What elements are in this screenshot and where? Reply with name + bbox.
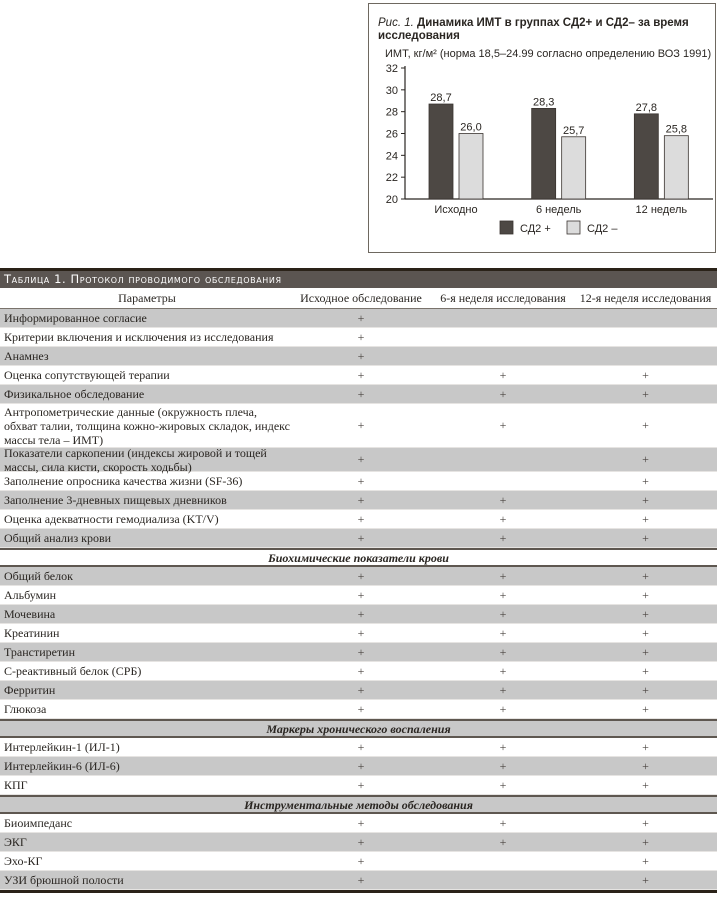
- parameter-label: Биоимпеданс: [4, 815, 73, 830]
- parameter-label: Интерлейкин-6 (ИЛ-6): [4, 758, 120, 773]
- week-6-mark: +: [499, 834, 507, 849]
- baseline-mark: +: [357, 511, 365, 526]
- table-row: [0, 643, 717, 662]
- week-6-mark: +: [499, 701, 507, 716]
- week-12-mark: +: [642, 530, 649, 545]
- week-6-mark: +: [499, 386, 507, 401]
- week-12-mark: +: [642, 452, 649, 466]
- baseline-mark: +: [357, 530, 365, 545]
- parameter-label: Критерии включения и исключения из исследования: [4, 329, 274, 344]
- week-12-mark: +: [642, 682, 649, 697]
- baseline-mark: +: [357, 452, 365, 466]
- week-6-mark: +: [499, 758, 507, 773]
- week-12-mark: +: [642, 492, 649, 507]
- legend-swatch-sd2-minus: [567, 221, 580, 234]
- table-row: [0, 700, 717, 719]
- table-row: [0, 510, 717, 529]
- legend-label: СД2 +: [520, 223, 551, 235]
- y-axis-label: ИМТ, кг/м² (норма 18,5–24.99 согласно определению ВОЗ 1991): [385, 48, 712, 60]
- parameter-label: Заполнение 3-дневных пищевых дневников: [4, 492, 227, 507]
- y-tick-label: 30: [385, 84, 398, 97]
- parameter-label: Общий белок: [4, 568, 73, 583]
- parameter-label: Альбумин: [4, 587, 57, 602]
- week-12-mark: +: [642, 834, 649, 849]
- week-6-mark: +: [499, 682, 507, 697]
- baseline-mark: +: [357, 834, 365, 849]
- baseline-mark: +: [357, 777, 365, 792]
- week-12-mark: +: [642, 386, 649, 401]
- week-6-mark: +: [499, 777, 507, 792]
- parameter-label: Ферритин: [4, 682, 56, 697]
- baseline-mark: +: [357, 682, 365, 697]
- week-6-mark: +: [499, 511, 507, 526]
- baseline-mark: +: [357, 587, 365, 602]
- y-tick-label: 32: [385, 63, 398, 75]
- baseline-mark: +: [357, 872, 365, 887]
- table-row: [0, 491, 717, 510]
- table-row: [0, 662, 717, 681]
- week-12-mark: +: [642, 872, 649, 887]
- week-6-mark: +: [499, 739, 507, 754]
- parameter-label: Глюкоза: [4, 701, 47, 716]
- parameter-label: Анамнез: [4, 348, 49, 363]
- table-row: [0, 871, 717, 890]
- table-row: [0, 567, 717, 586]
- table-row: [0, 624, 717, 643]
- table-row: [0, 605, 717, 624]
- bar-chart: [369, 4, 715, 252]
- parameter-label: Эхо-КГ: [4, 853, 43, 868]
- parameter-label: КПГ: [4, 777, 28, 792]
- header-parameters: Параметры: [118, 290, 176, 305]
- bar-sd2-plus: [429, 104, 453, 199]
- baseline-mark: +: [357, 701, 365, 716]
- bar-sd2-plus: [532, 108, 556, 199]
- week-6-mark: +: [499, 367, 507, 382]
- bar-value-label: 25,8: [665, 123, 688, 136]
- baseline-mark: +: [357, 367, 365, 382]
- parameter-label: Информированное согласие: [4, 310, 147, 325]
- legend-label: СД2 –: [587, 223, 618, 235]
- baseline-mark: +: [357, 310, 365, 325]
- table-row: [0, 814, 717, 833]
- bar-value-label: 28,3: [532, 96, 555, 109]
- week-6-mark: +: [499, 418, 507, 432]
- baseline-mark: +: [357, 473, 365, 488]
- week-12-mark: +: [642, 853, 649, 868]
- baseline-mark: +: [357, 815, 365, 830]
- y-tick-label: 20: [385, 194, 398, 206]
- week-6-mark: +: [499, 568, 507, 583]
- week-6-mark: +: [499, 587, 507, 602]
- week-12-mark: +: [642, 758, 649, 773]
- table-row: [0, 681, 717, 700]
- parameter-label: Оценка адекватности гемодиализа (KT/V): [4, 511, 219, 526]
- table-row: [0, 833, 717, 852]
- baseline-mark: +: [357, 386, 365, 401]
- y-tick-label: 24: [385, 150, 398, 163]
- week-12-mark: +: [642, 511, 649, 526]
- legend-swatch-sd2-plus: [500, 221, 513, 234]
- week-12-mark: +: [642, 587, 649, 602]
- parameter-label: Общий анализ крови: [4, 530, 112, 545]
- table-header-row: [0, 288, 717, 309]
- table-row: [0, 586, 717, 605]
- bar-sd2-minus: [459, 134, 483, 200]
- table-row: [0, 347, 717, 366]
- baseline-mark: +: [357, 853, 365, 868]
- week-12-mark: +: [642, 367, 649, 382]
- y-tick-label: 26: [385, 128, 398, 141]
- baseline-mark: +: [357, 348, 365, 363]
- table-row: [0, 445, 717, 474]
- parameter-label: Показатели саркопении (индексы жировой и тощей массы, сила кисти, скорость ходьбы): [4, 445, 267, 474]
- y-tick-label: 22: [385, 172, 398, 185]
- table-row: [0, 309, 717, 328]
- table-row: [0, 366, 717, 385]
- bar-sd2-minus: [562, 137, 586, 199]
- parameter-label: С-реактивный белок (СРБ): [4, 663, 142, 678]
- week-12-mark: +: [642, 644, 649, 659]
- table-row: [0, 776, 717, 795]
- figure-box: [368, 3, 716, 253]
- table-row: [0, 757, 717, 776]
- week-12-mark: +: [642, 777, 649, 792]
- table-row: [0, 529, 717, 548]
- table-body: [0, 309, 717, 890]
- week-12-mark: +: [642, 568, 649, 583]
- header-week-12: 12-я неделя исследования: [579, 290, 712, 305]
- table-row: [0, 385, 717, 404]
- figure-caption-title: Динамика ИМТ в группах СД2+ и СД2– за время исследования: [378, 17, 689, 42]
- table-title: Таблица 1. Протокол проводимого обследования: [0, 268, 717, 288]
- parameter-label: Креатинин: [4, 625, 60, 640]
- week-12-mark: +: [642, 606, 649, 621]
- parameter-label: Оценка сопутствующей терапии: [4, 367, 170, 382]
- week-12-mark: +: [642, 739, 649, 754]
- baseline-mark: +: [357, 606, 365, 621]
- table-row: [0, 404, 717, 448]
- baseline-mark: +: [357, 329, 365, 344]
- baseline-mark: +: [357, 663, 365, 678]
- week-6-mark: +: [499, 663, 507, 678]
- baseline-mark: +: [357, 625, 365, 640]
- baseline-mark: +: [357, 568, 365, 583]
- baseline-mark: +: [357, 418, 365, 432]
- week-6-mark: +: [499, 644, 507, 659]
- baseline-mark: +: [357, 739, 365, 754]
- baseline-mark: +: [357, 644, 365, 659]
- parameter-label: Физикальное обследование: [4, 386, 145, 401]
- parameter-label: Мочевина: [4, 606, 56, 621]
- table-bottom-rule: [0, 890, 717, 893]
- parameter-label: Антропометрические данные (окружность плеча, обхват талии, толщина кожно-жировых складок, индекс массы тела – ИМТ): [4, 404, 291, 447]
- bar-value-label: 27,8: [635, 101, 658, 114]
- table-row: [0, 472, 717, 491]
- week-12-mark: +: [642, 473, 649, 488]
- parameter-label: ЭКГ: [4, 834, 27, 849]
- parameter-label: Интерлейкин-1 (ИЛ-1): [4, 739, 120, 754]
- section-header: Инструментальные методы обследования: [0, 795, 717, 814]
- bar-sd2-minus: [664, 136, 688, 199]
- week-6-mark: +: [499, 530, 507, 545]
- week-12-mark: +: [642, 418, 649, 432]
- parameter-label: УЗИ брюшной полости: [4, 872, 124, 887]
- header-week-6: 6-я неделя исследования: [440, 290, 566, 305]
- week-6-mark: +: [499, 625, 507, 640]
- week-6-mark: +: [499, 815, 507, 830]
- figure-caption-prefix: Рис. 1.: [378, 17, 414, 29]
- bar-sd2-plus: [634, 114, 658, 199]
- week-6-mark: +: [499, 492, 507, 507]
- protocol-table: [0, 268, 717, 893]
- table-row: [0, 852, 717, 871]
- parameter-label: Транстиретин: [4, 644, 76, 659]
- week-12-mark: +: [642, 663, 649, 678]
- bar-value-label: 25,7: [562, 124, 585, 137]
- week-12-mark: +: [642, 701, 649, 716]
- x-tick-label: 12 недель: [635, 204, 688, 216]
- x-tick-label: 6 недель: [535, 204, 582, 216]
- bar-value-label: 28,7: [430, 92, 452, 105]
- baseline-mark: +: [357, 492, 365, 507]
- week-12-mark: +: [642, 815, 649, 830]
- table-row: [0, 328, 717, 347]
- y-tick-label: 28: [385, 106, 398, 119]
- header-baseline: Исходное обследование: [300, 290, 422, 305]
- table-row: [0, 738, 717, 757]
- x-tick-label: Исходно: [434, 204, 478, 216]
- bar-value-label: 26,0: [460, 121, 482, 134]
- section-header: Маркеры хронического воспаления: [0, 719, 717, 738]
- week-12-mark: +: [642, 625, 649, 640]
- baseline-mark: +: [357, 758, 365, 773]
- week-6-mark: +: [499, 606, 507, 621]
- section-header: Биохимические показатели крови: [0, 548, 717, 567]
- parameter-label: Заполнение опросника качества жизни (SF-36): [4, 473, 243, 488]
